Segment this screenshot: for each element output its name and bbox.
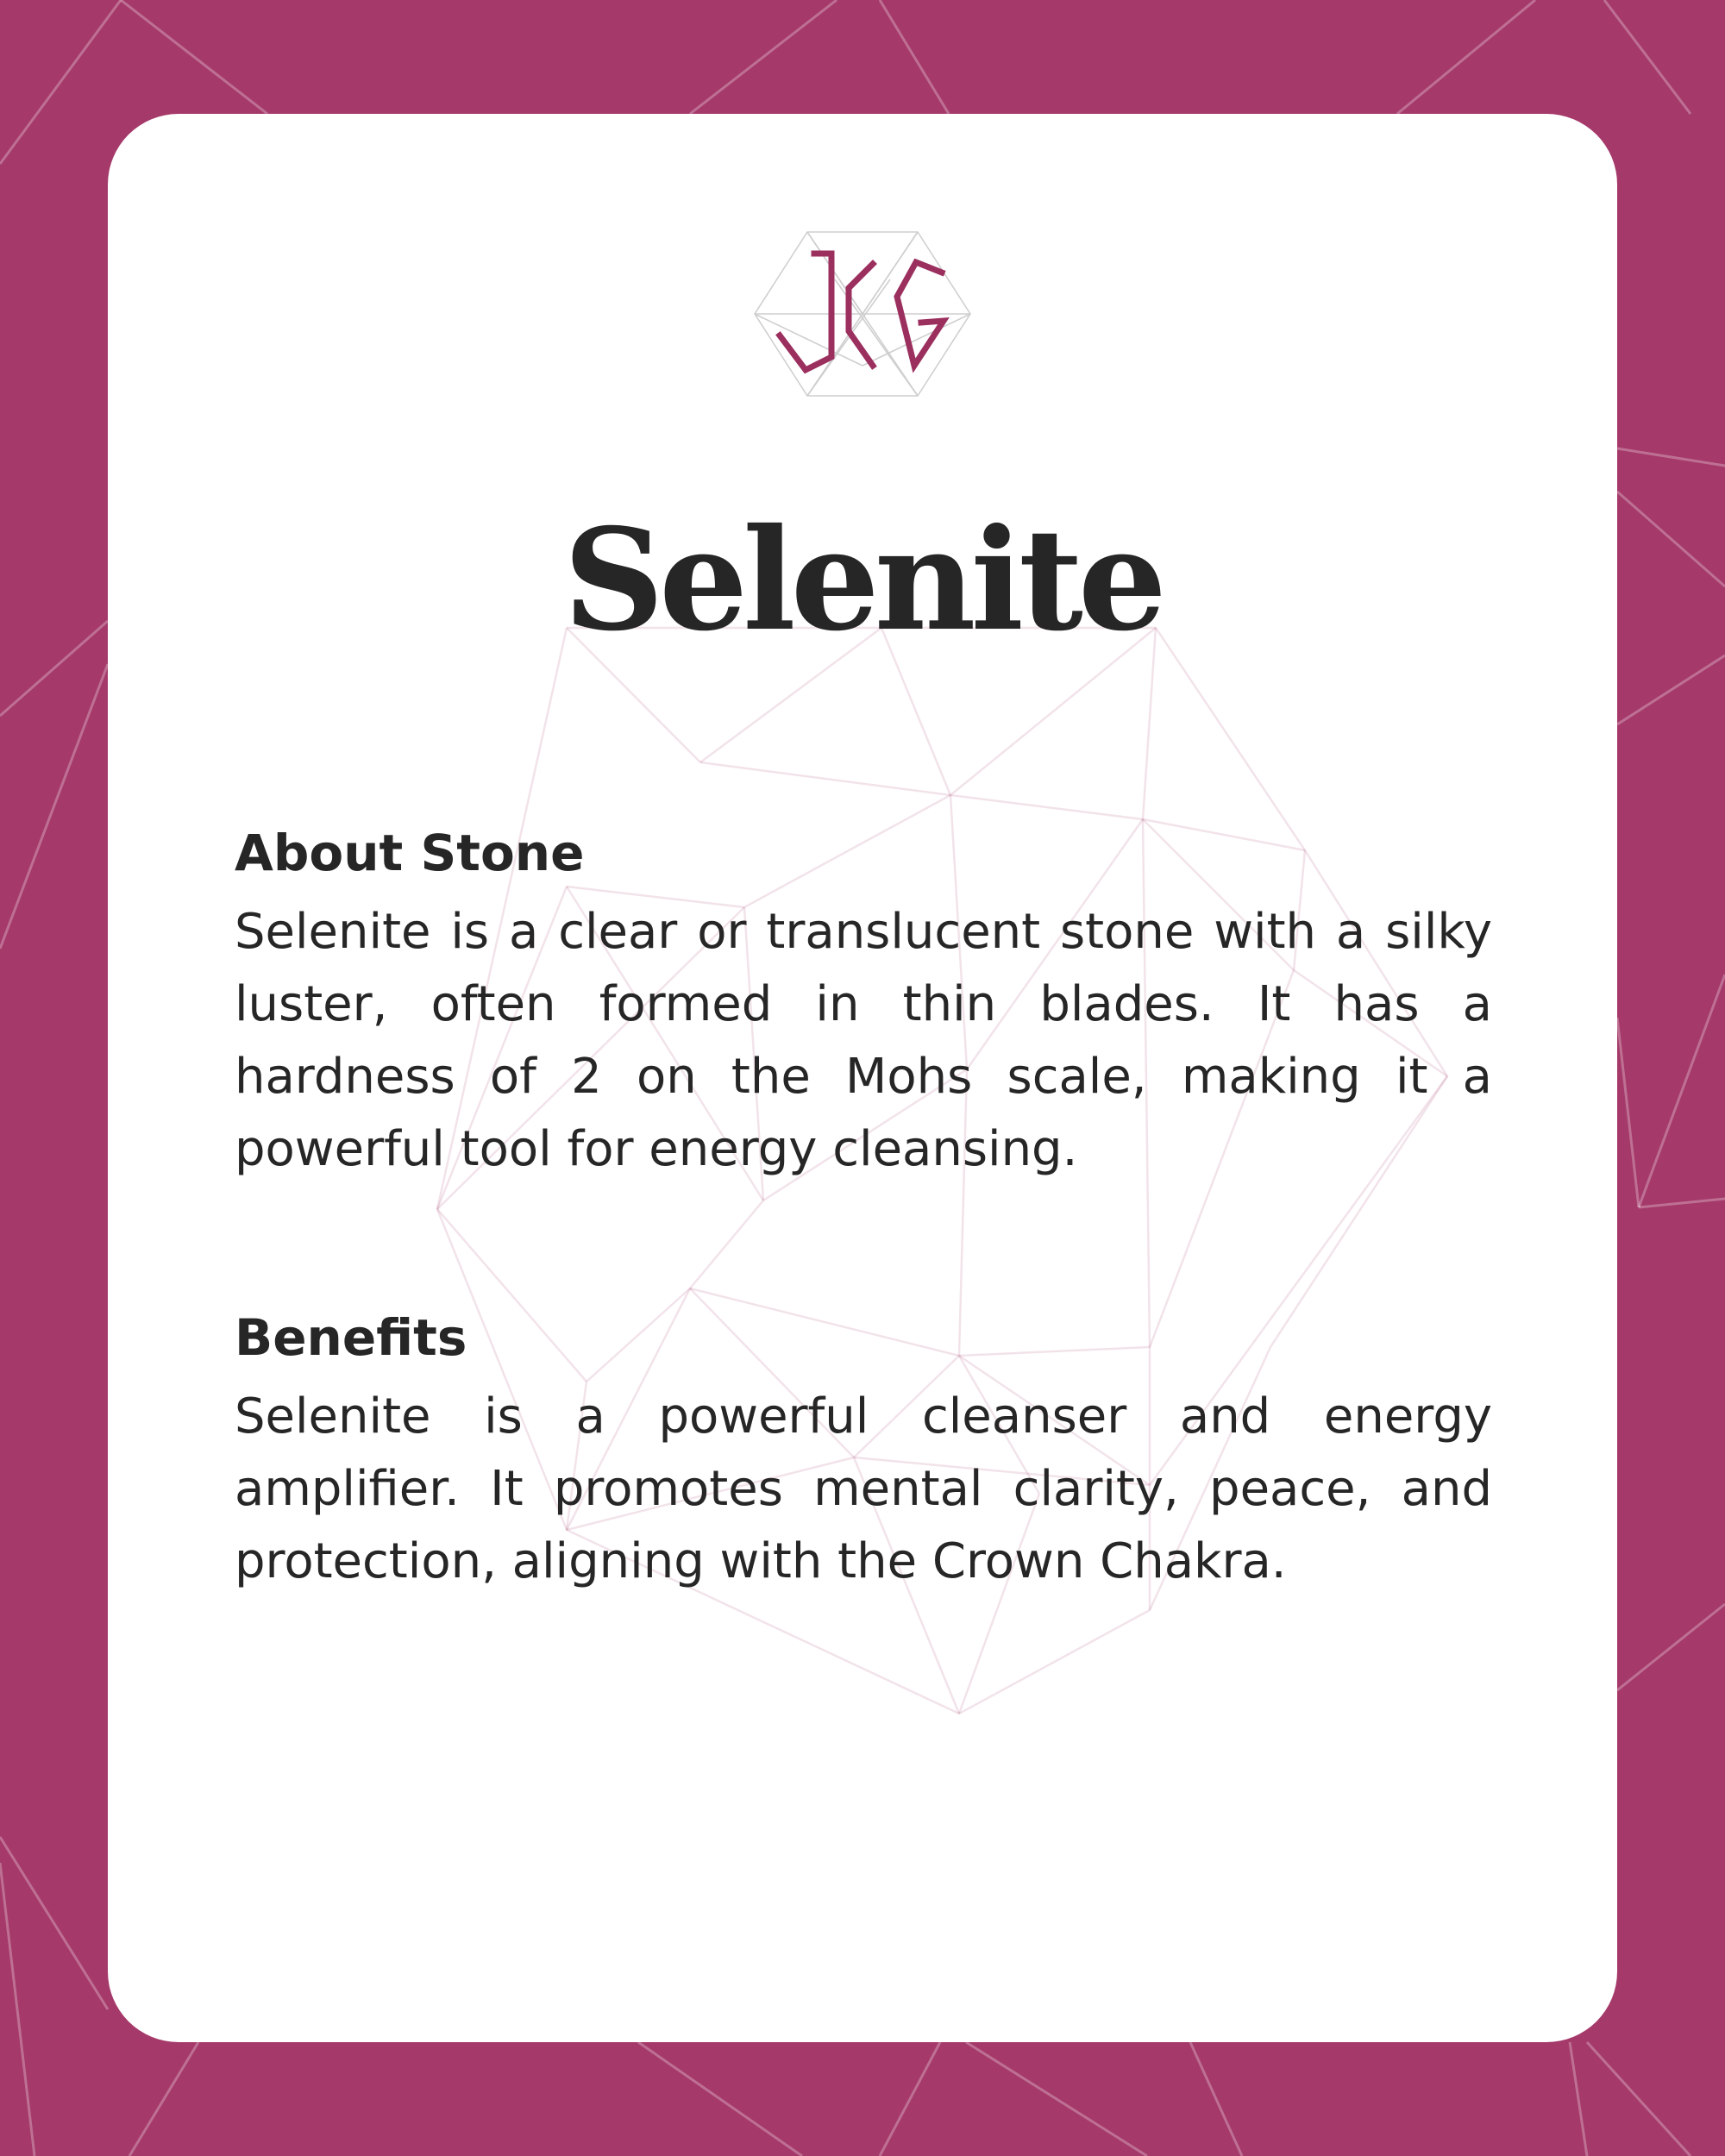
stone-card bbox=[108, 114, 1617, 2042]
benefits-heading: Benefits bbox=[235, 1308, 467, 1367]
about-section bbox=[235, 821, 1492, 1186]
hexagon-icon bbox=[752, 228, 973, 400]
jcg-logo bbox=[752, 228, 973, 400]
about-body: Selenite is a clear or translucent stone with a silky luster, often formed in thin blades. It has a hardness of 2 on the Mohs scale, making it a powerful tool for energy cleansing. bbox=[235, 904, 1492, 1178]
benefits-section bbox=[235, 1306, 1492, 1598]
about-heading: About Stone bbox=[235, 824, 585, 882]
benefits-body: Selenite is a powerful cleanser and energy amplifier. It promotes mental clarity, peace, and protection, aligning with the Crown Chakra. bbox=[235, 1388, 1492, 1590]
page-title: Selenite bbox=[563, 498, 1162, 662]
